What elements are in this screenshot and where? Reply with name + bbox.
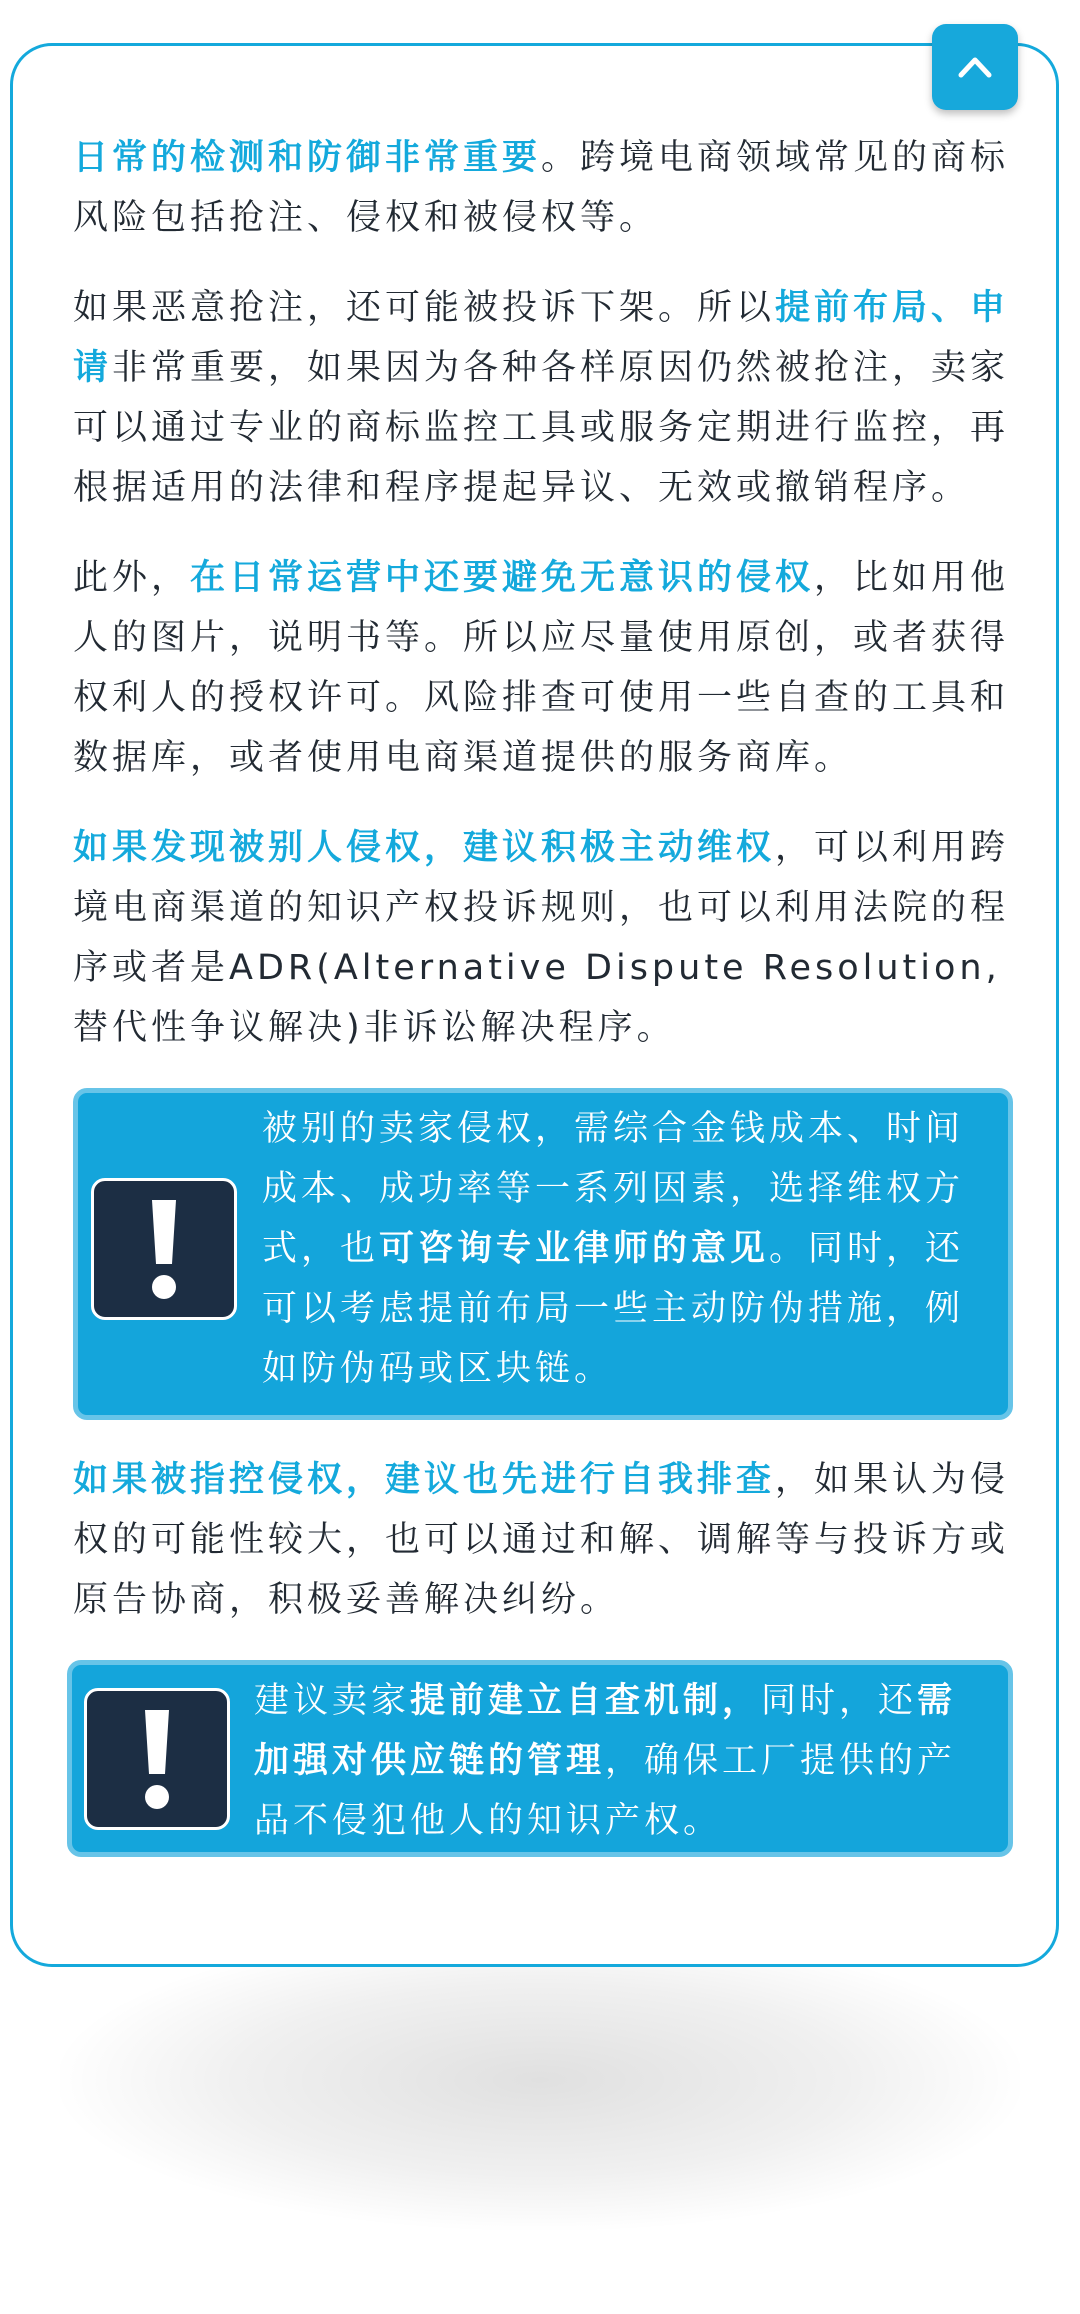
article-content [73,128,1013,1887]
highlight-text: 如果被指控侵权，建议也先进行自我排查 [73,1460,776,1500]
callout-supply-chain [67,1660,1013,1857]
callout-text [254,1671,984,1851]
highlight-text: 如果发现被别人侵权，建议积极主动维权 [73,828,776,868]
body-text: 此外， [73,558,191,598]
card-shadow [60,1930,1020,2230]
callout-text [262,1099,982,1399]
callout-bold-text: 需加强对供应链的管理 [254,1681,957,1781]
warning-icon-box [84,1688,230,1830]
body-text: 。跨境电商领域常见的商标风险包括抢注、侵权和被侵权等。 [73,138,1010,238]
paragraph-daily-monitoring [73,128,1013,248]
callout-body-text: 建议卖家 [254,1681,411,1721]
callout-body-text: 。同时，还可以考虑提前布局一些主动防伪措施，例如防伪码或区块链。 [262,1229,965,1389]
paragraph-defend-rights [73,818,1013,1058]
exclamation-icon [134,1194,194,1304]
highlight-text: 在日常运营中还要避免无意识的侵权 [190,558,815,598]
callout-bold-text: 提前建立自查机制， [410,1681,762,1721]
chevron-up-icon [953,45,997,89]
callout-rights-protection [73,1088,1013,1420]
body-text: ，如果认为侵权的可能性较大，也可以通过和解、调解等与投诉方或原告协商，积极妥善解决纠纷。 [73,1460,1010,1620]
body-text: ，比如用他人的图片，说明书等。所以应尽量使用原创，或者获得权利人的授权许可。风险排查可使用一些自查的工具和数据库，或者使用电商渠道提供的服务商库。 [73,558,1010,778]
body-text: ，可以利用跨境电商渠道的知识产权投诉规则，也可以利用法院的程序或者是ADR(Alternative Dispute Resolution,替代性争议解决)非诉讼解决程序。 [73,828,1010,1048]
highlight-text: 日常的检测和防御非常重要 [73,138,542,178]
body-text: 非常重要，如果因为各种各样原因仍然被抢注，卖家可以通过专业的商标监控工具或服务定期进行监控，再根据适用的法律和程序提起异议、无效或撤销程序。 [73,348,1010,508]
callout-body-text: 同时，还 [761,1681,918,1721]
paragraph-avoid-infringement [73,548,1013,788]
paragraph-self-check [73,1450,1013,1630]
highlight-text: 提前布局、申请 [73,288,1010,388]
warning-icon-box [91,1178,237,1320]
body-text: 如果恶意抢注，还可能被投诉下架。所以 [73,288,776,328]
callout-body-text: 被别的卖家侵权，需综合金钱成本、时间成本、成功率等一系列因素，选择维权方式，也 [262,1109,965,1269]
exclamation-icon [127,1704,187,1814]
scroll-top-button[interactable] [932,24,1018,110]
callout-body-text: ，确保工厂提供的产品不侵犯他人的知识产权。 [254,1741,957,1841]
callout-bold-text: 可咨询专业律师的意见 [379,1229,770,1269]
paragraph-early-registration [73,278,1013,518]
